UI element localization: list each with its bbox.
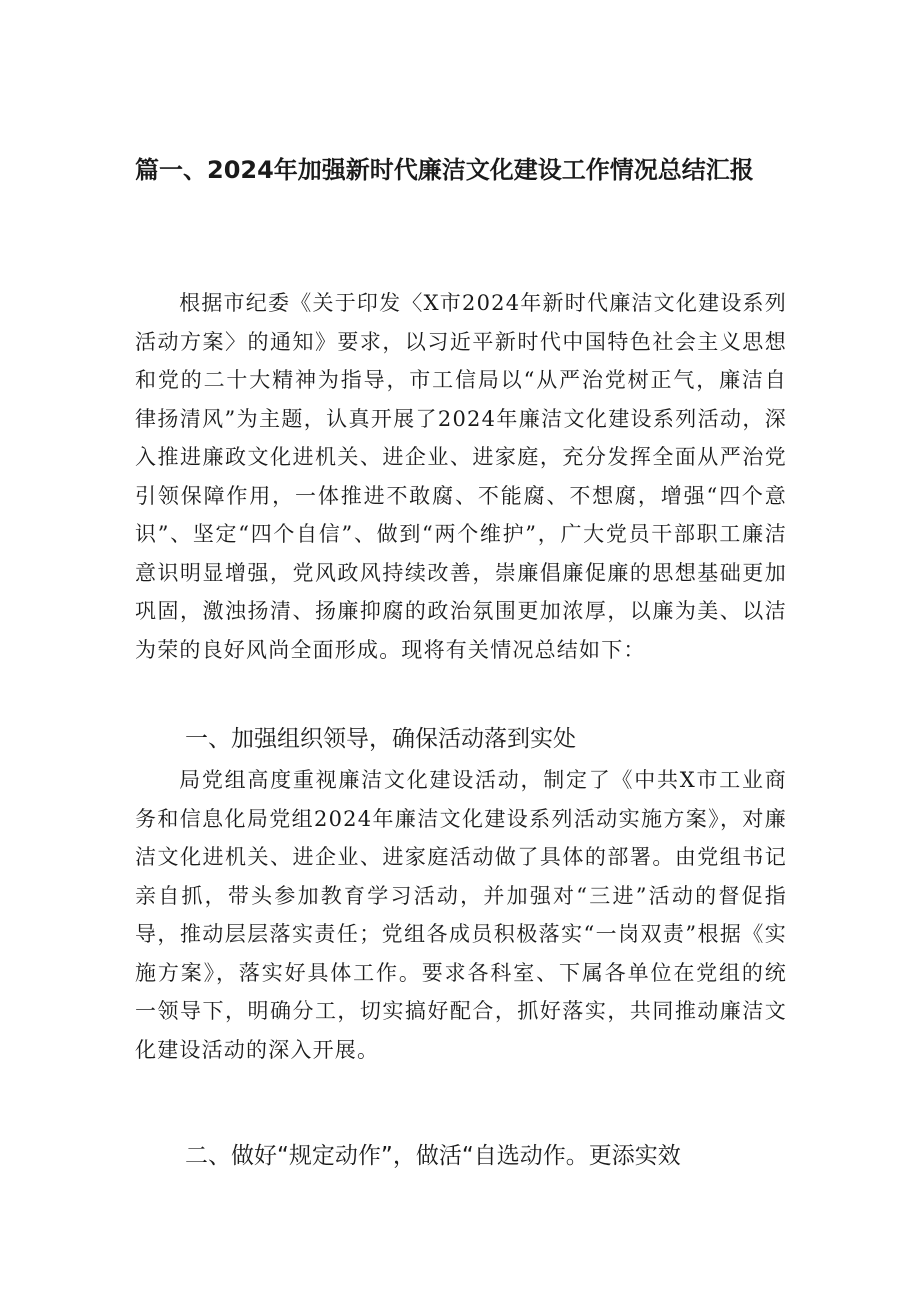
intro-paragraph: 根据市纪委《关于印发〈X市2024年新时代廉洁文化建设系列活动方案〉的通知》要求，以习近平新时代中国特色社会主义思想和党的二十大精神为指导，市工信局以“从严治党树正气，廉洁自律扬清风”为主题，认真开展了2024年廉洁文化建设系列活动，深入推进廉政文化进机关、进企业、进家庭，充分发挥全面从严治党引领保障作用，一体推进不敢腐、不能腐、不想腐，增强“四个意识”、坚定“四个自信”、做到“两个维护”，广大党员干部职工廉洁意识明显增强，党风政风持续改善，崇廉倡廉促廉的思想基础更加巩固，激浊扬清、扬廉抑腐的政治氛围更加浓厚，以廉为美、以洁为荣的良好风尚全面形成。现将有关情况总结如下： xyxy=(135,291,787,662)
document-title: 篇一、2024年加强新时代廉洁文化建设工作情况总结汇报 xyxy=(135,156,754,184)
section-1-heading: 一、加强组织领导，确保活动落到实处 xyxy=(185,726,576,752)
section-1-paragraph: 局党组高度重视廉洁文化建设活动，制定了《中共X市工业商务和信息化局党组2024年廉洁文化建设系列活动实施方案》，对廉洁文化进机关、进企业、进家庭活动做了具体的部署。由党组书记亲自抓，带头参加教育学习活动，并加强对“三进”活动的督促指导，推动层层落实责任；党组各成员积极落实“一岗双责”根据《实施方案》，落实好具体工作。要求各科室、下属各单位在党组的统一领导下，明确分工，切实搞好配合，抓好落实，共同推动廉洁文化建设活动的深入开展。 xyxy=(135,768,787,1062)
section-2-heading: 二、做好“规定动作”，做活“自选动作。更添实效 xyxy=(185,1143,681,1169)
